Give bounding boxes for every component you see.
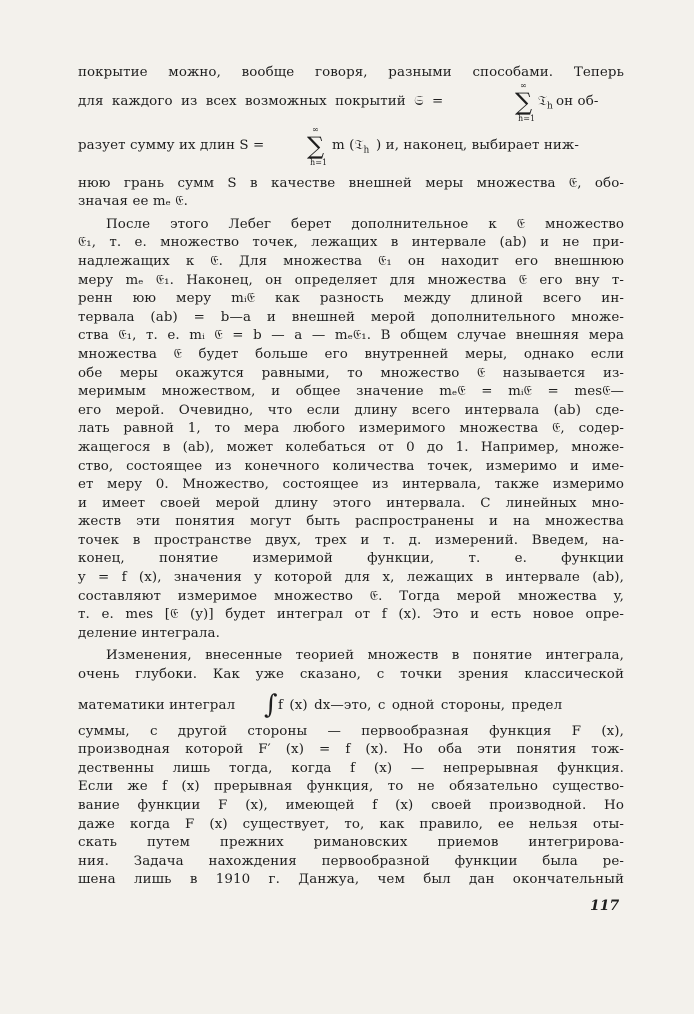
text-line: даже когда F (x) существует, то, как правило, ее нельзя оты- — [78, 816, 624, 832]
text-line: деление интеграла. — [78, 625, 220, 641]
text-line: 𝔈₁, т. е. множество точек, лежащих в интервале (ab) и не при- — [78, 235, 624, 251]
text-line: очень глубоки. Как уже сказано, с точки зрения классической — [78, 667, 624, 683]
page-number: 117 — [590, 898, 620, 914]
text-line: тервала (ab) = b—a и внешней мерой дополнительного множе- — [78, 309, 624, 325]
text-line: жеств эти понятия могут быть распространены и на множества — [78, 514, 624, 530]
text-line: его мерой. Очевидно, что если длину всего интервала (ab) сде- — [78, 402, 624, 418]
text-line: ства 𝔈₁, т. е. mᵢ 𝔈 = b — a — mₑ𝔈₁. В общем случае внешняя мера — [78, 328, 624, 344]
text-segment: он об- — [556, 93, 599, 109]
text-line: y = f (x), значения y которой для x, лежащих в интервале (ab), — [78, 570, 624, 586]
integral-sign-icon: ∫ — [264, 689, 278, 720]
text-line: Изменения, внесенные теорией множеств в понятие интеграла, — [106, 648, 624, 664]
text-line: Если же f (x) прерывная функция, то не обязательно существо- — [78, 779, 624, 795]
sum-upper-limit: ∞ — [312, 124, 319, 134]
sum-lower-limit: h=1 — [310, 157, 328, 167]
text-line: дественны лишь тогда, когда f (x) — непрерывная функция. — [78, 760, 624, 776]
text-line: нюю грань сумм S в качестве внешней меры множества 𝔈, обо- — [78, 175, 624, 191]
text-line: суммы, с другой стороны — первообразная функция F (x), — [78, 723, 624, 739]
text-segment: 𝔗$_h$ — [538, 93, 553, 112]
text-segment: m (𝔗$_h$ — [332, 137, 370, 156]
formula-line-integral — [78, 691, 624, 721]
text-segment: разует сумму их длин S = — [78, 137, 265, 153]
paragraph-2 — [78, 216, 624, 644]
text-line: множества 𝔈 будет больше его внутренней меры, однако если — [78, 346, 624, 362]
text-line: и имеет своей мерой длину этого интервала. С линейных мно- — [78, 495, 624, 511]
text-line: шена лишь в 1910 г. Данжуа, чем был дан окончательный — [78, 872, 624, 888]
paragraph-3 — [78, 647, 624, 890]
sum-upper-limit: ∞ — [520, 80, 527, 90]
text-line: т. е. mes [𝔈 (y)] будет интеграл от f (x). Это и есть новое опре- — [78, 607, 624, 623]
text-line: обе меры окажутся равными, то множество 𝔈 называется из- — [78, 365, 624, 381]
paragraph-1 — [78, 64, 624, 212]
formula-line-length-sum — [78, 124, 624, 167]
sum-sign-icon: ∑ — [307, 131, 325, 160]
text-line: лать равной 1, то мера любого измеримого множества 𝔈, содер- — [78, 421, 624, 437]
text-line: ет меру 0. Множество, состоящее из интервала, также измеримо — [78, 477, 624, 493]
text-line: покрытие можно, вообще говоря, разными способами. Теперь — [78, 65, 624, 80]
sum-sign-icon: ∑ — [515, 87, 533, 116]
sum-lower-limit: h=1 — [518, 113, 536, 123]
text-line: вание функции F (x), имеющей f (x) своей производной. Но — [78, 798, 624, 813]
text-line: значая ее mₑ 𝔈. — [78, 194, 188, 210]
text-line: производная которой F′ (x) = f (x). Но оба эти понятия тож- — [78, 742, 624, 758]
text-line: После этого Лебег берет дополнительное к 𝔈 множество — [106, 216, 624, 232]
text-segment: математики интеграл — [78, 697, 236, 713]
text-line: ния. Задача нахождения первообразной функции была ре- — [78, 853, 624, 869]
text-segment: ) и, наконец, выбирает ниж- — [376, 137, 579, 153]
body-text — [78, 64, 624, 890]
text-line: ство, состоящее из конечного количества точек, измеримо и име- — [78, 458, 624, 474]
text-line: меру mₑ 𝔈₁. Наконец, он определяет для множества 𝔈 его вну т- — [78, 272, 624, 288]
text-line: точек в пространстве двух, трех и т. д. измерений. Введем, на- — [78, 532, 624, 548]
text-line: скать путем прежних римановских приемов интегрирова- — [78, 835, 624, 851]
formula-line-covering-sum — [78, 80, 624, 123]
text-segment: f (x) dx—это, с одной стороны, предел — [278, 697, 563, 713]
text-line: составляют измеримое множество 𝔈. Тогда мерой множества y, — [78, 588, 624, 604]
text-line: надлежащих к 𝔈. Для множества 𝔈₁ он находит его внешнюю — [78, 253, 624, 269]
text-line: ренн юю меру mᵢ𝔈 как разность между длиной всего ин- — [78, 291, 624, 307]
text-segment: для каждого из всех возможных покрытий 𝔖 = — [78, 93, 444, 109]
text-line: конец, понятие измеримой функции, т. е. функции — [78, 551, 624, 567]
text-line: меримым множеством, и общее значение mₑ𝔈 = mᵢ𝔈 = mes𝔈— — [78, 384, 624, 400]
text-line: жащегося в (ab), может колебаться от 0 до 1. Например, множе- — [78, 439, 624, 455]
